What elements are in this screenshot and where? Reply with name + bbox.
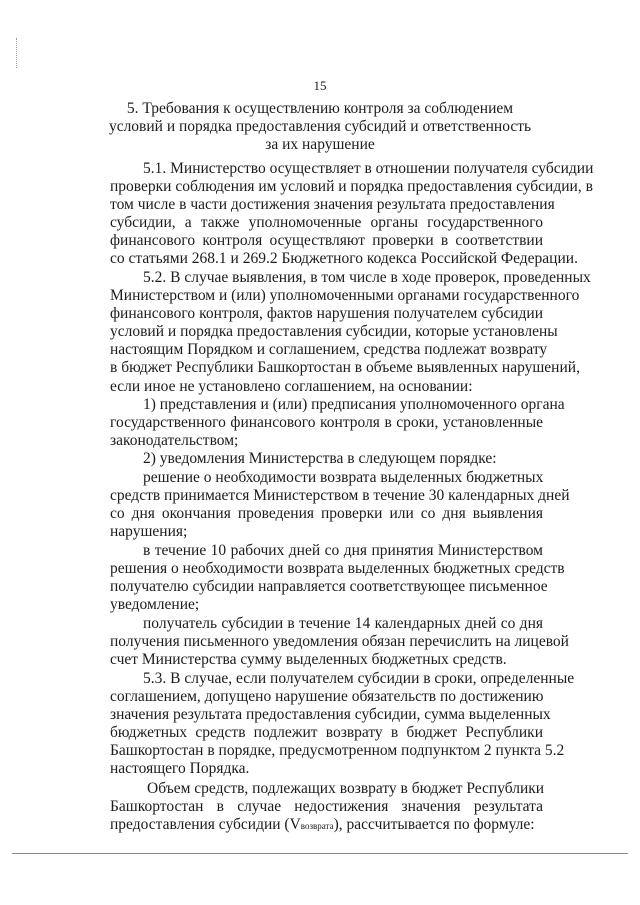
text-line: проверки соблюдения им условий и порядка предоставления субсидии, в	[110, 178, 593, 196]
text-line: получения письменного уведомления обязан перечислить на лицевой	[110, 633, 569, 651]
text-line: Башкортостан в случае недостижения значения результата	[110, 798, 543, 816]
text-line: со дня окончания проведения проверки или со дня выявления	[110, 505, 543, 523]
paragraph-5-2	[110, 269, 591, 396]
heading-line: за их нарушение	[265, 136, 375, 153]
text-line: уведомление;	[110, 596, 200, 614]
subscript-text: возврата	[300, 821, 334, 832]
text-line: в течение 10 рабочих дней со дня принятия Министерством	[143, 542, 543, 559]
text-fragment: предоставления субсидии (V	[110, 816, 301, 834]
section-heading	[100, 100, 540, 154]
list-item-2	[110, 450, 543, 468]
text-line: 2) уведомления Министерства в следующем порядке:	[143, 450, 497, 467]
text-line: средств принимается Министерством в течение 30 календарных дней	[110, 487, 570, 505]
text-line: финансового контроля, фактов нарушения получателем субсидии	[110, 305, 543, 323]
text-line: значения результата предоставления субсидии, сумма выделенных	[110, 706, 551, 724]
text-line: Министерством и (или) уполномоченными органами государственного	[110, 287, 580, 305]
text-line: государственного финансового контроля в сроки, установленные	[110, 414, 543, 432]
list-item-1	[110, 396, 565, 450]
text-line: 5.1. Министерство осуществляет в отношении получателя субсидии	[143, 160, 594, 177]
text-line: решения о необходимости возврата выделенных бюджетных средств	[110, 560, 565, 578]
text-line: получатель субсидии в течение 14 календарных дней со дня	[143, 615, 543, 632]
paragraph-5-3	[110, 670, 575, 779]
text-line: со статьями 268.1 и 269.2 Бюджетного кодекса Российской Федерации.	[110, 250, 578, 268]
paragraph-5-1	[110, 160, 594, 269]
text-line: нарушения;	[110, 523, 188, 541]
paragraph-notice	[110, 542, 565, 614]
text-line: том числе в части достижения значения результата предоставления	[110, 196, 555, 214]
text-line: получателю субсидии направляется соответствующее письменное	[110, 578, 548, 596]
paragraph-decision	[110, 469, 570, 541]
text-line: Башкортостан в порядке, предусмотренном подпунктом 2 пункта 5.2	[110, 742, 565, 760]
heading-line: условий и порядка предоставления субсидий и ответственность	[108, 118, 532, 135]
text-line: счет Министерства сумму выделенных бюджетных средств.	[110, 651, 507, 669]
text-fragment: ), рассчитывается по формуле:	[333, 816, 535, 834]
text-line: Объем средств, подлежащих возврату в бюджет Республики	[147, 780, 545, 797]
text-line: финансового контроля осуществляют проверки в соответствии	[110, 232, 543, 250]
heading-line: 5. Требования к осуществлению контроля за соблюдением	[126, 100, 514, 117]
text-line: условий и порядка предоставления субсидии, которые установлены	[110, 323, 558, 341]
text-line: если иное не установлено соглашением, на основании:	[110, 377, 473, 395]
text-line: 1) представления и (или) предписания уполномоченного органа	[143, 396, 565, 413]
text-line: законодательством;	[110, 432, 239, 450]
text-line: настоящего Порядка.	[110, 760, 250, 778]
text-line: решение о необходимости возврата выделенных бюджетных	[143, 469, 544, 486]
paragraph-recipient	[110, 615, 569, 669]
text-line: в бюджет Республики Башкортостан в объеме выявленных нарушений,	[110, 359, 580, 377]
text-line: 5.3. В случае, если получателем субсидии в сроки, определенные	[143, 670, 575, 687]
footer-rule	[12, 853, 628, 854]
text-line: субсидии, а также уполномоченные органы государственного	[110, 214, 543, 232]
text-line: настоящим Порядком и соглашением, средства подлежат возврату	[110, 341, 548, 359]
text-line	[110, 816, 543, 835]
text-line: бюджетных средств подлежит возврату в бюджет Республики	[110, 724, 543, 742]
paragraph-refund-volume	[110, 780, 543, 835]
page-number: 15	[313, 78, 327, 93]
text-line: 5.2. В случае выявления, в том числе в ходе проверок, проведенных	[143, 269, 591, 286]
text-line: соглашением, допущено нарушение обязательств по достижению	[110, 688, 544, 706]
margin-scan-mark	[16, 38, 19, 68]
